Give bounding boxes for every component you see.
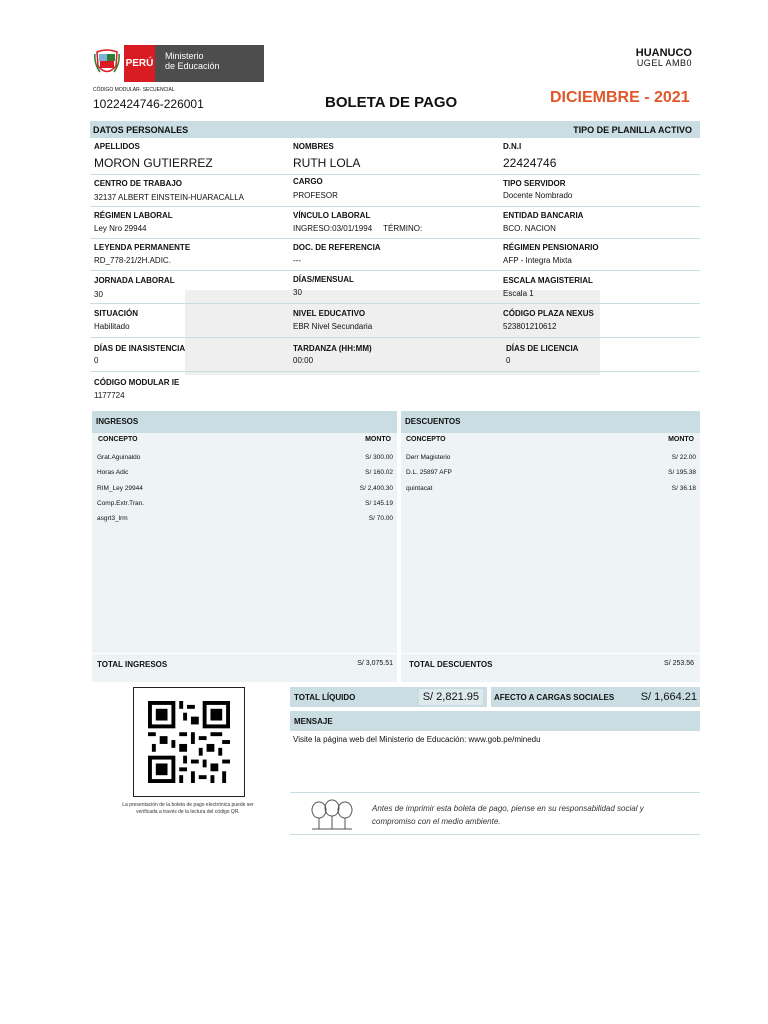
jornada-label: JORNADA LABORAL — [94, 276, 175, 285]
jornada-value: 30 — [94, 290, 103, 299]
total-liquido-bar — [290, 687, 487, 707]
leyenda-value: RD_778-21/2H.ADIC. — [94, 256, 171, 265]
eco-text: Antes de imprimir esta boleta de pago, piense en su responsabilidad social y compromiso con el medio ambiente. — [372, 804, 644, 826]
nivel-value: EBR Nivel Secundaria — [293, 322, 373, 331]
concept-name: Horas Adic — [97, 469, 129, 476]
banco-label: ENTIDAD BANCARIA — [503, 211, 584, 220]
nombres-value: RUTH LOLA — [293, 156, 361, 170]
codmod-value: 1022424746-226001 — [93, 97, 204, 111]
pay-period: DICIEMBRE - 2021 — [550, 89, 690, 106]
concept-amount: S/ 36.18 — [671, 485, 696, 492]
divider — [90, 303, 700, 304]
concept-amount: S/ 2,400.30 — [359, 485, 393, 492]
page-title: BOLETA DE PAGO — [325, 94, 458, 111]
concept-amount: S/ 160.02 — [365, 469, 393, 476]
mensaje-header: MENSAJE — [290, 711, 700, 731]
situacion-value: Habilitado — [94, 322, 130, 331]
ingresos-header: INGRESOS — [92, 411, 397, 433]
divider — [92, 653, 397, 654]
tardanza-label: TARDANZA (HH:MM) — [293, 344, 372, 353]
dias-value: 30 — [293, 288, 302, 297]
divider — [90, 238, 700, 239]
divider — [90, 206, 700, 207]
tardanza-value: 00:00 — [293, 356, 314, 365]
total-liquido-value: S/ 2,821.95 — [419, 689, 483, 705]
concept-name: quintacat — [406, 485, 433, 492]
centro-value: 32137 ALBERT EINSTEIN-HUARACALLA — [94, 193, 244, 202]
plaza-label: CÓDIGO PLAZA NEXUS — [503, 309, 594, 318]
concept-name: RIM_Ley 29944 — [97, 485, 143, 492]
concept-amount: S/ 22.00 — [671, 454, 696, 461]
qr-code-icon — [148, 701, 230, 783]
vinculo-label: VÍNCULO LABORAL — [293, 211, 371, 220]
total-liquido-label: TOTAL LÍQUIDO — [294, 692, 356, 702]
trees-icon — [310, 799, 354, 831]
ingresos-panel — [92, 411, 397, 682]
peru-coat-of-arms-icon — [94, 48, 120, 79]
pension-value: AFP - Integra Mixta — [503, 256, 572, 265]
situacion-label: SITUACIÓN — [94, 309, 138, 318]
total-descuentos-value: S/ 253.56 — [664, 660, 694, 667]
codigo-ie-label: CÓDIGO MODULAR IE — [94, 378, 180, 387]
apellidos-value: MORON GUTIERREZ — [94, 156, 213, 170]
codigo-ie-value: 1177724 — [94, 391, 125, 400]
concept-amount: S/ 145.19 — [365, 500, 393, 507]
cargas-sociales-bar — [491, 687, 700, 707]
divider — [90, 371, 700, 372]
total-ingresos-value: S/ 3,075.51 — [357, 660, 393, 667]
apellidos-label: APELLIDOS — [94, 142, 140, 151]
cargo-value: PROFESOR — [293, 191, 338, 200]
ingresos-concepto-header: CONCEPTO — [98, 436, 138, 443]
codmod-label: CÓDIGO MODULAR- SECUENCIAL — [93, 87, 175, 93]
concept-name: D.L. 25897 AFP — [406, 469, 452, 476]
personal-data-header — [90, 121, 700, 138]
cargo-label: CARGO — [293, 177, 323, 186]
plaza-value: 523801210612 — [503, 322, 557, 331]
dias-label: DÍAS/MENSUAL — [293, 275, 354, 284]
minedu-logo — [92, 45, 264, 82]
nombres-label: NOMBRES — [293, 142, 334, 151]
concept-name: Grat.Aguinaldo — [97, 454, 141, 461]
concept-name: asgrt3_lrm — [97, 515, 128, 522]
cargas-sociales-value: S/ 1,664.21 — [640, 691, 697, 703]
descuentos-panel — [401, 411, 700, 682]
licencia-label: DÍAS DE LICENCIA — [506, 344, 579, 353]
docref-label: DOC. DE REFERENCIA — [293, 243, 381, 252]
descuentos-concepto-header: CONCEPTO — [406, 436, 446, 443]
escala-value: Escala 1 — [503, 289, 534, 298]
tipo-value: Docente Nombrado — [503, 191, 573, 200]
total-descuentos-label: TOTAL DESCUENTOS — [409, 660, 493, 669]
concept-amount: S/ 195.38 — [668, 469, 696, 476]
cargas-sociales-label: AFECTO A CARGAS SOCIALES — [494, 692, 615, 702]
concept-name: Derr Magisterio — [406, 454, 451, 461]
concept-amount: S/ 300.00 — [365, 454, 393, 461]
ministry-line1: Ministerio — [165, 51, 204, 61]
descuentos-header: DESCUENTOS — [401, 411, 700, 433]
divider — [90, 337, 700, 338]
centro-label: CENTRO DE TRABAJO — [94, 179, 183, 188]
qr-code — [133, 687, 245, 797]
inasistencia-value: 0 — [94, 356, 99, 365]
mensaje-text: Visite la página web del Ministerio de Educación: www.gob.pe/minedu — [293, 735, 541, 744]
escala-label: ESCALA MAGISTERIAL — [503, 276, 593, 285]
regimen-value: Ley Nro 29944 — [94, 224, 147, 233]
planilla-type: TIPO DE PLANILLA ACTIVO — [573, 124, 692, 135]
total-ingresos-label: TOTAL INGRESOS — [97, 660, 168, 669]
tipo-label: TIPO SERVIDOR — [503, 179, 566, 188]
vinculo-value: INGRESO:03/01/1994 TÉRMINO: — [293, 224, 423, 233]
docref-value: --- — [293, 256, 301, 265]
divider — [401, 653, 700, 654]
region-name: HUANUCO — [635, 47, 692, 59]
divider — [90, 270, 700, 271]
ugel-name: UGEL AMB0 — [636, 58, 692, 68]
section-title: DATOS PERSONALES — [93, 124, 189, 135]
eco-note — [290, 792, 700, 835]
dni-label: D.N.I — [503, 142, 522, 151]
ingresos-monto-header: MONTO — [365, 436, 391, 443]
region-block — [636, 48, 692, 68]
regimen-label: RÉGIMEN LABORAL — [94, 211, 173, 220]
concept-name: Comp.Extr.Tran. — [97, 500, 145, 507]
leyenda-label: LEYENDA PERMANENTE — [94, 243, 191, 252]
dni-value: 22424746 — [503, 156, 557, 170]
pension-label: RÉGIMEN PENSIONARIO — [503, 243, 599, 252]
qr-note: La presentación de la boleta de pago electrónica puede ser verificada a través de la lectura del código QR. — [122, 802, 254, 815]
inasistencia-label: DÍAS DE INASISTENCIA — [94, 344, 186, 353]
concept-amount: S/ 70.00 — [368, 515, 393, 522]
banco-value: BCO. NACION — [503, 224, 556, 233]
peru-label: PERÚ — [124, 45, 155, 82]
descuentos-monto-header: MONTO — [668, 436, 694, 443]
ministry-label — [155, 45, 264, 82]
nivel-label: NIVEL EDUCATIVO — [293, 309, 366, 318]
licencia-value: 0 — [506, 356, 511, 365]
ministry-line2: de Educación — [165, 61, 220, 71]
divider — [90, 174, 700, 175]
